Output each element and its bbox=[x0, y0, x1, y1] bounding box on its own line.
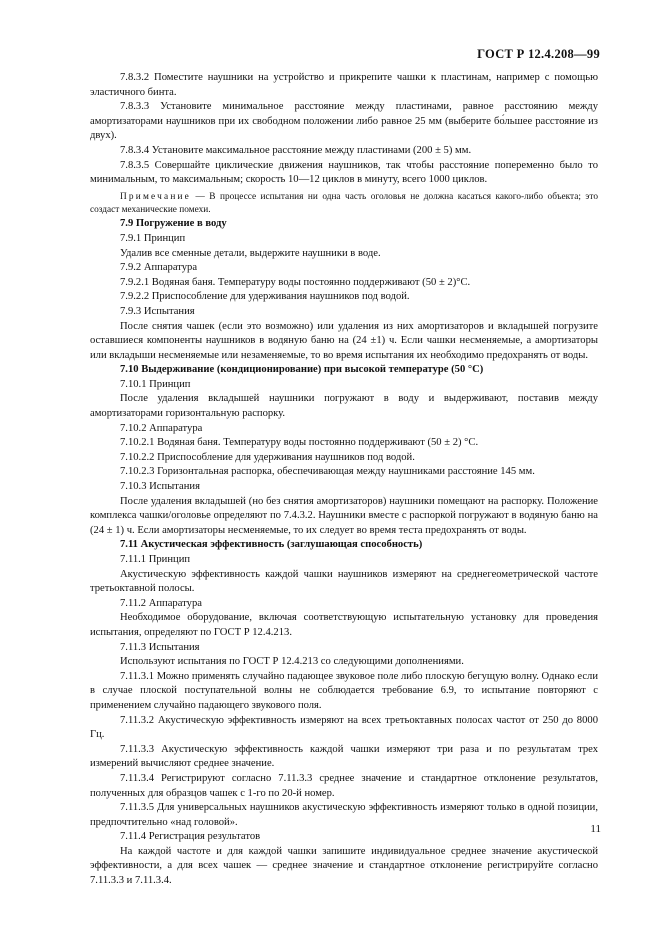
paragraph: 7.10.2.2 Приспособление для удерживания наушников под водой. bbox=[120, 451, 415, 463]
paragraph: После удаления вкладышей наушники погружают в воду и выдерживают, поставив между амортизаторами горизонтальную распорку. bbox=[90, 393, 598, 420]
note-text: — В процессе испытания ни одна часть оголовья не должна касаться какого-либо объекта; это создаст механические помехи. bbox=[90, 191, 598, 215]
page-number: 11 bbox=[590, 823, 601, 835]
paragraph: Акустическую эффективность каждой чашки наушников измеряют на среднегеометрической частоте третьоктавной полосы. bbox=[90, 568, 598, 595]
subsection-heading: 7.11.3 Испытания bbox=[120, 641, 200, 653]
paragraph: 7.8.3.4 Установите максимальное расстояние между пластинами (200 ± 5) мм. bbox=[120, 144, 472, 156]
subsection-heading: 7.11.4 Регистрация результатов bbox=[120, 831, 261, 843]
paragraph: 7.10.2.1 Водяная баня. Температуру воды постоянно поддерживают (50 ± 2) °С. bbox=[120, 437, 479, 449]
paragraph: 7.11.3.1 Можно применять случайно падающее звуковое поле либо плоскую бегущую волну. Однако если в случае плоской поступательной волны не соблюдается требование 6.9, то испытание повторяют с применением случайно падающего звукового поля. bbox=[90, 670, 598, 711]
paragraph: 7.8.3.5 Совершайте циклические движения наушников, так чтобы расстояние попеременно было то минимальным, то максимальным; скорость 10—12 циклов в минуту, всего 1000 циклов. bbox=[90, 159, 598, 186]
section-heading: 7.9 Погружение в воду bbox=[120, 218, 227, 230]
document-body bbox=[90, 71, 598, 889]
paragraph: 7.11.3.3 Акустическую эффективность каждой чашки измеряют три раза и по результатам трех измерений вычисляют среднее значение. bbox=[90, 743, 598, 770]
subsection-heading: 7.9.3 Испытания bbox=[120, 305, 195, 317]
document-header: ГОСТ Р 12.4.208—99 bbox=[477, 47, 600, 61]
paragraph: 7.10.2.3 Горизонтальная распорка, обеспечивающая между наушниками расстояние 145 мм. bbox=[120, 466, 535, 478]
section-heading: 7.11 Акустическая эффективность (заглушающая способность) bbox=[120, 539, 423, 551]
paragraph: После снятия чашек (если это возможно) или удаления из них амортизаторов и вкладышей погрузите оставшиеся компоненты наушников в водяную баню на (24 ±1) ч. Если чашки несменяемые, а амортизаторы или вкладыши несменяемые или незаменяемые, то во время испытания их необходимо предохранять от воды. bbox=[90, 320, 598, 361]
subsection-heading: 7.9.1 Принцип bbox=[120, 232, 186, 244]
subsection-heading: 7.10.2 Аппаратура bbox=[120, 422, 203, 434]
paragraph: Удалив все сменные детали, выдержите наушники в воде. bbox=[120, 247, 381, 259]
paragraph: Используют испытания по ГОСТ Р 12.4.213 со следующими дополнениями. bbox=[120, 656, 464, 668]
paragraph: 7.8.3.3 Установите минимальное расстояние между пластинами, равное расстоянию между амортизаторами наушников при их свободном положении либо равное 25 мм (выберите бо́льшее расстояние из двух). bbox=[90, 101, 598, 142]
subsection-heading: 7.9.2 Аппаратура bbox=[120, 262, 198, 274]
paragraph: 7.8.3.2 Поместите наушники на устройство и прикрепите чашки к пластинам, например с помощью эластичного бинта. bbox=[90, 72, 598, 98]
paragraph: 7.11.3.4 Регистрируют согласно 7.11.3.3 среднее значение и стандартное отклонение результатов, полученных для образцов чашек с 1-го по 20-й номер. bbox=[90, 772, 598, 799]
note-label: Примечание bbox=[120, 191, 191, 202]
subsection-heading: 7.10.3 Испытания bbox=[120, 481, 200, 493]
subsection-heading: 7.11.1 Принцип bbox=[120, 554, 191, 565]
subsection-heading: 7.11.2 Аппаратура bbox=[120, 597, 202, 609]
paragraph: 7.11.3.5 Для универсальных наушников акустическую эффективность измеряют только в одной позиции, предпочтительно «над головой». bbox=[90, 802, 598, 828]
paragraph: После удаления вкладышей (но без снятия амортизаторов) наушники помещают на распорку. Положение комплекса чашки/оголовье определяют по 7.4.3.2. Наушники вместе с распоркой погружают в водяную баню на (24 ± 1) ч. Если амортизаторы несменяемые, то их следует во время теста предохранять от воды. bbox=[90, 495, 598, 536]
paragraph: На каждой частоте и для каждой чашки запишите индивидуальное среднее значение акустической эффективности, а для всех чашек — среднее значение и стандартное отклонение регистрируйте согласно 7.11.3.3 и 7.11.3.4. bbox=[90, 845, 598, 887]
paragraph: 7.9.2.1 Водяная баня. Температуру воды постоянно поддерживают (50 ± 2)°С. bbox=[120, 276, 471, 288]
subsection-heading: 7.10.1 Принцип bbox=[120, 378, 191, 390]
note bbox=[90, 191, 598, 217]
paragraph: 7.9.2.2 Приспособление для удерживания наушников под водой. bbox=[120, 291, 410, 303]
section-heading: 7.10 Выдерживание (кондиционирование) при высокой температуре (50 °С) bbox=[120, 364, 484, 376]
paragraph: 7.11.3.2 Акустическую эффективность измеряют на всех третьоктавных полосах частот от 250 до 8000 Гц. bbox=[90, 714, 598, 741]
paragraph: Необходимое оборудование, включая соответствующую испытательную установку для проведения испытания, определяют по ГОСТ Р 12.4.213. bbox=[90, 612, 598, 638]
